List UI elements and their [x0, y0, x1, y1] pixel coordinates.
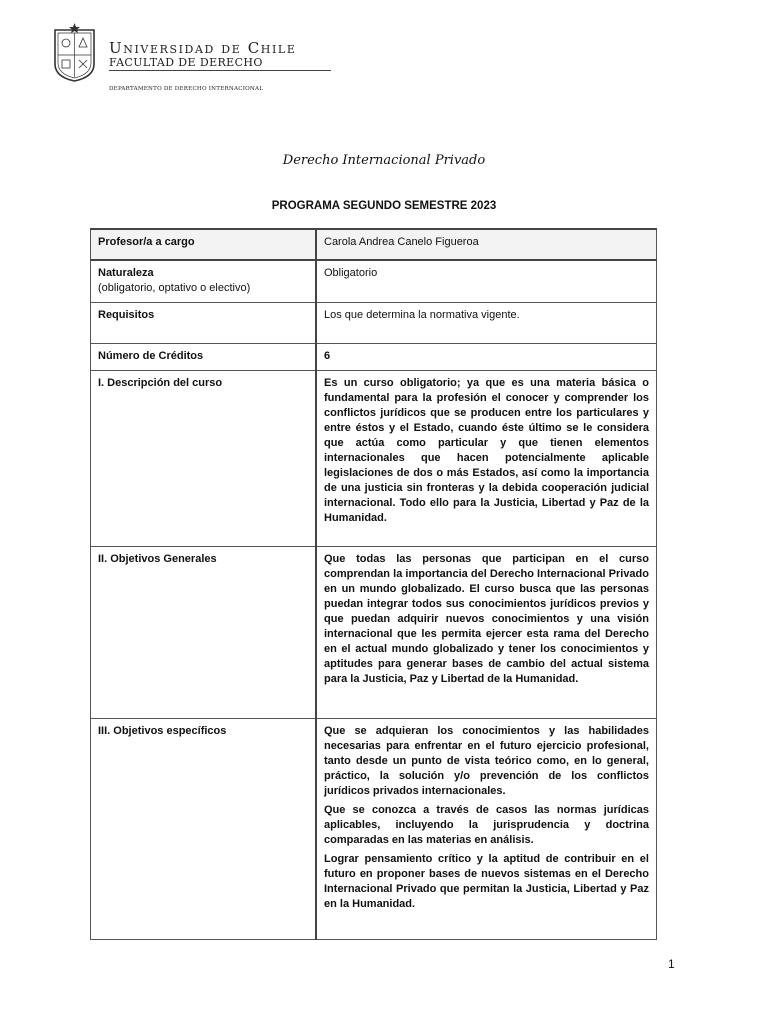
objective-paragraph: Que se conozca a través de casos las normas jurídicas aplicables, incluyendo la jurisprudencia y doctrina comparadas en las materias en análisis. — [324, 803, 649, 846]
course-program-table — [90, 228, 657, 940]
university-name: Universidad de Chile — [109, 39, 297, 57]
university-seal-icon — [52, 22, 97, 82]
department-name: DEPARTAMENTO DE DERECHO INTERNACIONAL — [109, 86, 264, 92]
objective-paragraph: Que se adquieran los conocimientos y las habilidades necesarias para enfrentar en el futuro ejercicio profesional, tanto desde un punto de vista teórico como, en lo general, práctico, la solución y/o prevención de los conflictos jurídicos privados internacionales. — [324, 724, 649, 797]
table-row — [91, 370, 657, 546]
label-main: Naturaleza — [98, 267, 154, 279]
row-label: I. Descripción del curso — [91, 370, 317, 546]
row-value: Es un curso obligatorio; ya que es una materia básica o fundamental para la profesión el conocer y comprender los conflictos jurídicos que se producen entre los particulares y entre éstos y el Estado, cuando éste último se le considera que actúa como particular y que tienen elementos internacionales que hacen potencialmente aplicable legislaciones de dos o más Estados, así como la importancia de una justicia sin fronteras y la debida cooperación judicial internacional. Todo ello para la Justicia, Libertad y Paz de la Humanidad. — [316, 370, 657, 546]
row-label — [91, 260, 317, 302]
table-row — [91, 260, 657, 302]
letterhead — [52, 20, 297, 92]
faculty-name: FACULTAD DE DERECHO — [109, 56, 263, 69]
header-divider — [109, 70, 331, 71]
row-label: Número de Créditos — [91, 343, 317, 370]
table-row — [91, 229, 657, 260]
row-value: 6 — [316, 343, 657, 370]
row-label: Profesor/a a cargo — [91, 229, 317, 260]
row-label: Requisitos — [91, 302, 317, 343]
row-value: Los que determina la normativa vigente. — [316, 302, 657, 343]
course-title: Derecho Internacional Privado — [282, 153, 486, 168]
table-row — [91, 302, 657, 343]
row-label: III. Objetivos específicos — [91, 718, 317, 939]
row-value: Que todas las personas que participan en el curso comprendan la importancia del Derecho Internacional Privado en un mundo globalizado. El curso busca que las personas puedan integrar todos sus conocimientos jurídicos previos y que puedan adquirir nuevos conocimientos y una visión internacional que les permita ejercer esta rama del Derecho en el actual mundo globalizado y tener los conocimientos y aptitudes para generar bases de cambio del actual sistema para la Justicia, Paz y Libertad de la Humanidad. — [316, 546, 657, 718]
row-value: Obligatorio — [316, 260, 657, 302]
page-number: 1 — [668, 957, 675, 971]
row-label: II. Objetivos Generales — [91, 546, 317, 718]
row-value: Carola Andrea Canelo Figueroa — [316, 229, 657, 260]
table-row — [91, 718, 657, 939]
objective-paragraph: Lograr pensamiento crítico y la aptitud de contribuir en el futuro en proponer bases de nuevos sistemas en el Derecho Internacional Privado que permitan la Justicia, Libertad y Paz en la Humanidad. — [324, 853, 649, 911]
table-row — [91, 343, 657, 370]
label-sub: (obligatorio, optativo o electivo) — [98, 282, 251, 295]
table-row — [91, 546, 657, 718]
program-heading: PROGRAMA SEGUNDO SEMESTRE 2023 — [271, 200, 497, 212]
row-value — [316, 718, 657, 939]
